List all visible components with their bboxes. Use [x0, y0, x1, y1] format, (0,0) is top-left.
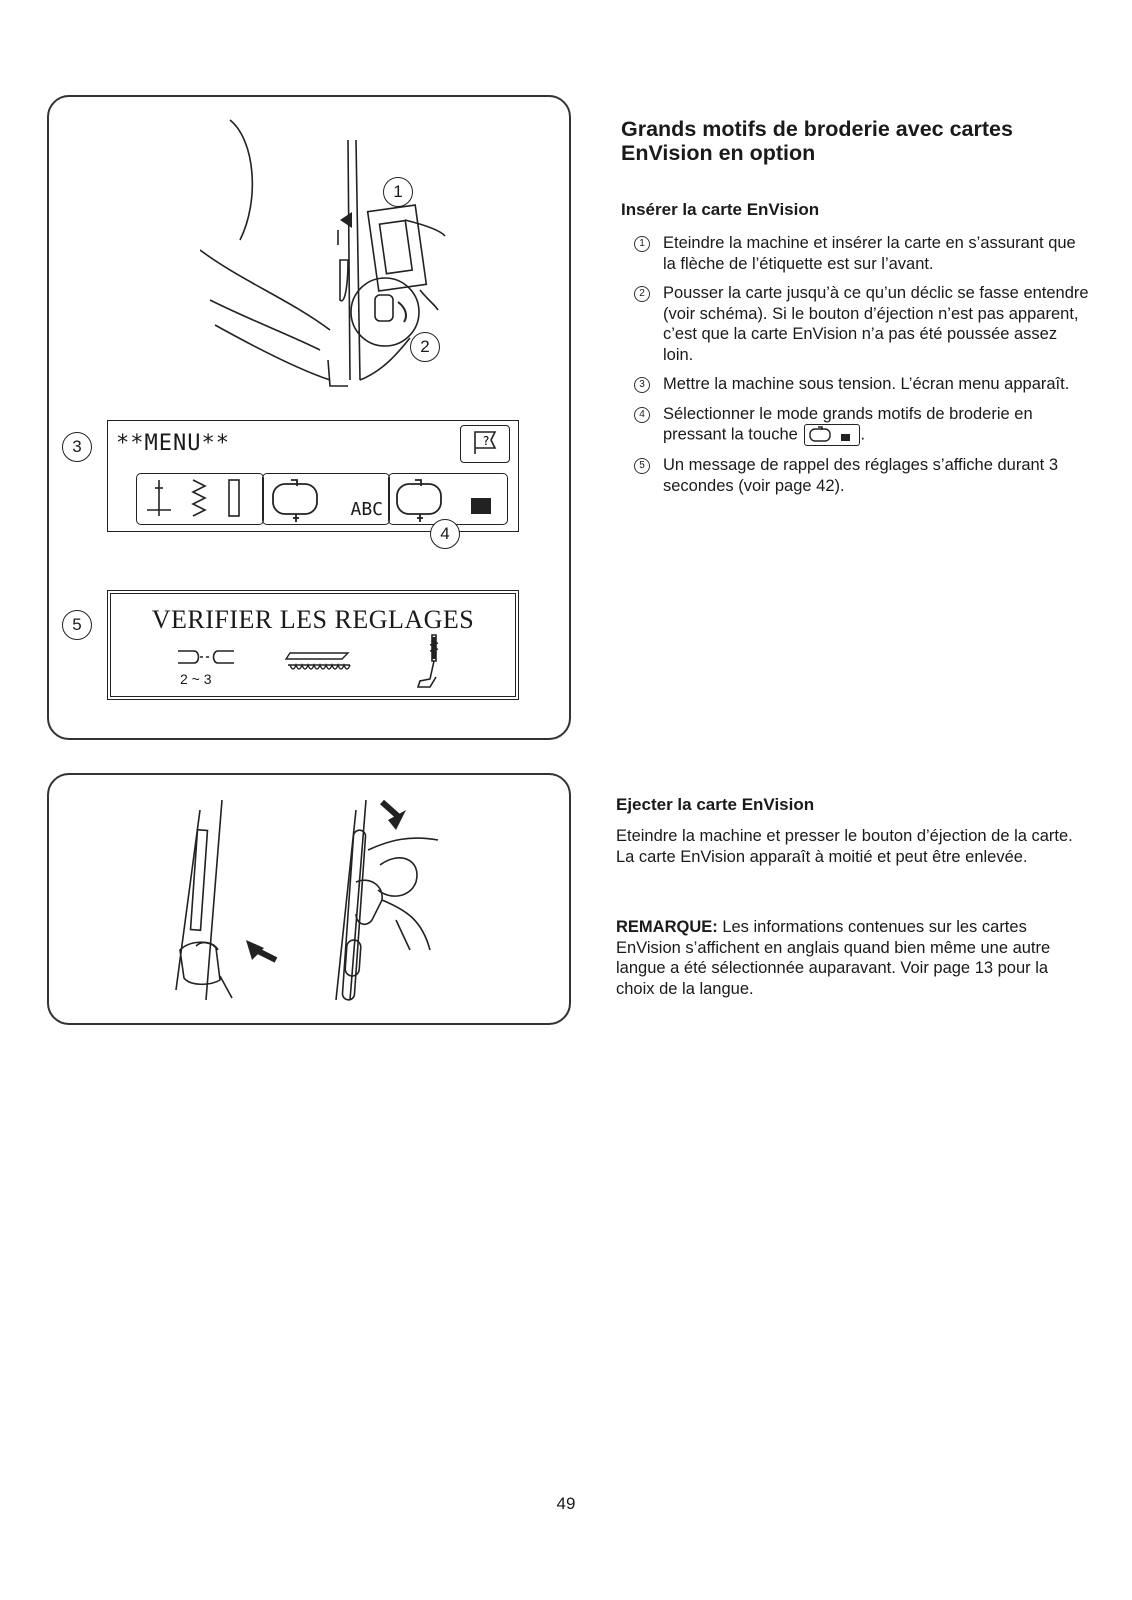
menu-screen-display	[107, 420, 519, 532]
note-label: REMARQUE:	[616, 918, 718, 936]
menu-title: **MENU**	[116, 431, 230, 456]
step-5-number: 5	[634, 458, 650, 474]
embroidery-hoop-icon	[263, 474, 343, 522]
large-embroidery-icon	[389, 474, 505, 522]
callout-2: 2	[410, 332, 440, 362]
step-5	[621, 455, 1091, 496]
abc-label: ABC	[350, 499, 383, 520]
svg-text:?: ?	[483, 434, 490, 448]
step-4-text-end: .	[860, 425, 866, 444]
step-5-text: Un message de rappel des réglages s’affiche durant 3 secondes (voir page 42).	[663, 456, 1059, 495]
callout-3: 3	[62, 432, 92, 462]
page-number: 49	[556, 1494, 576, 1513]
callout-5: 5	[62, 610, 92, 640]
step-2-number: 2	[634, 286, 650, 302]
step-1	[621, 233, 1091, 274]
card-eject-illustration	[160, 790, 460, 1010]
step-4-text: Sélectionner le mode grands motifs de broderie en pressant la touche	[663, 404, 1033, 444]
presser-foot-icon	[408, 631, 448, 691]
note-text: Les informations contenues sur les cartes EnVision s’affichent en anglais quand bien même une autre langue a été sélectionnée auparavant. Voir page 13 pour la choix de la langue.	[616, 918, 1051, 998]
step-2	[621, 283, 1091, 365]
insert-steps-list	[621, 233, 1091, 505]
help-flag-key[interactable]	[460, 425, 510, 463]
tension-value: 2 ~ 3	[180, 671, 212, 687]
callout-4: 4	[430, 519, 460, 549]
thread-tension-icon	[176, 645, 236, 669]
step-2-text: Pousser la carte jusqu’à ce qu’un déclic se fasse entendre (voir schéma). Si le bouton d’éjection n’est pas apparent, c’est que la carte EnVision n’a pas été poussée assez loin.	[663, 284, 1089, 364]
embroidery-abc-key[interactable]	[262, 473, 390, 525]
step-3-text: Mettre la machine sous tension. L’écran menu apparaît.	[663, 375, 1070, 393]
eject-card-heading: Ejecter la carte EnVision	[616, 795, 815, 814]
help-flag-icon	[461, 426, 507, 460]
note-paragraph	[616, 917, 1076, 999]
callout-1: 1	[383, 177, 413, 207]
verify-title: VERIFIER LES REGLAGES	[151, 605, 475, 634]
eject-card-text: Eteindre la machine et presser le bouton d’éjection de la carte. La carte EnVision apparaît à moitié et peut être enlevée.	[616, 827, 1073, 866]
section-title-line2: EnVision en option	[621, 141, 816, 165]
step-4	[621, 404, 1091, 447]
section-title	[621, 117, 1091, 165]
feed-dogs-icon	[284, 649, 354, 677]
large-embroidery-key[interactable]	[388, 473, 508, 525]
step-4-number: 4	[634, 407, 650, 423]
inline-large-embroidery-key-icon	[804, 424, 860, 446]
section-title-line1: Grands motifs de broderie avec cartes	[621, 117, 1013, 141]
insert-card-heading: Insérer la carte EnVision	[621, 200, 820, 219]
stitch-icon	[137, 474, 261, 522]
step-1-text: Eteindre la machine et insérer la carte en s’assurant que la flèche de l’étiquette est sur l’avant.	[663, 234, 1076, 273]
step-1-number: 1	[634, 236, 650, 252]
verify-settings-display	[107, 590, 519, 700]
step-3-number: 3	[634, 377, 650, 393]
stitch-mode-key[interactable]	[136, 473, 264, 525]
step-3	[621, 374, 1091, 395]
